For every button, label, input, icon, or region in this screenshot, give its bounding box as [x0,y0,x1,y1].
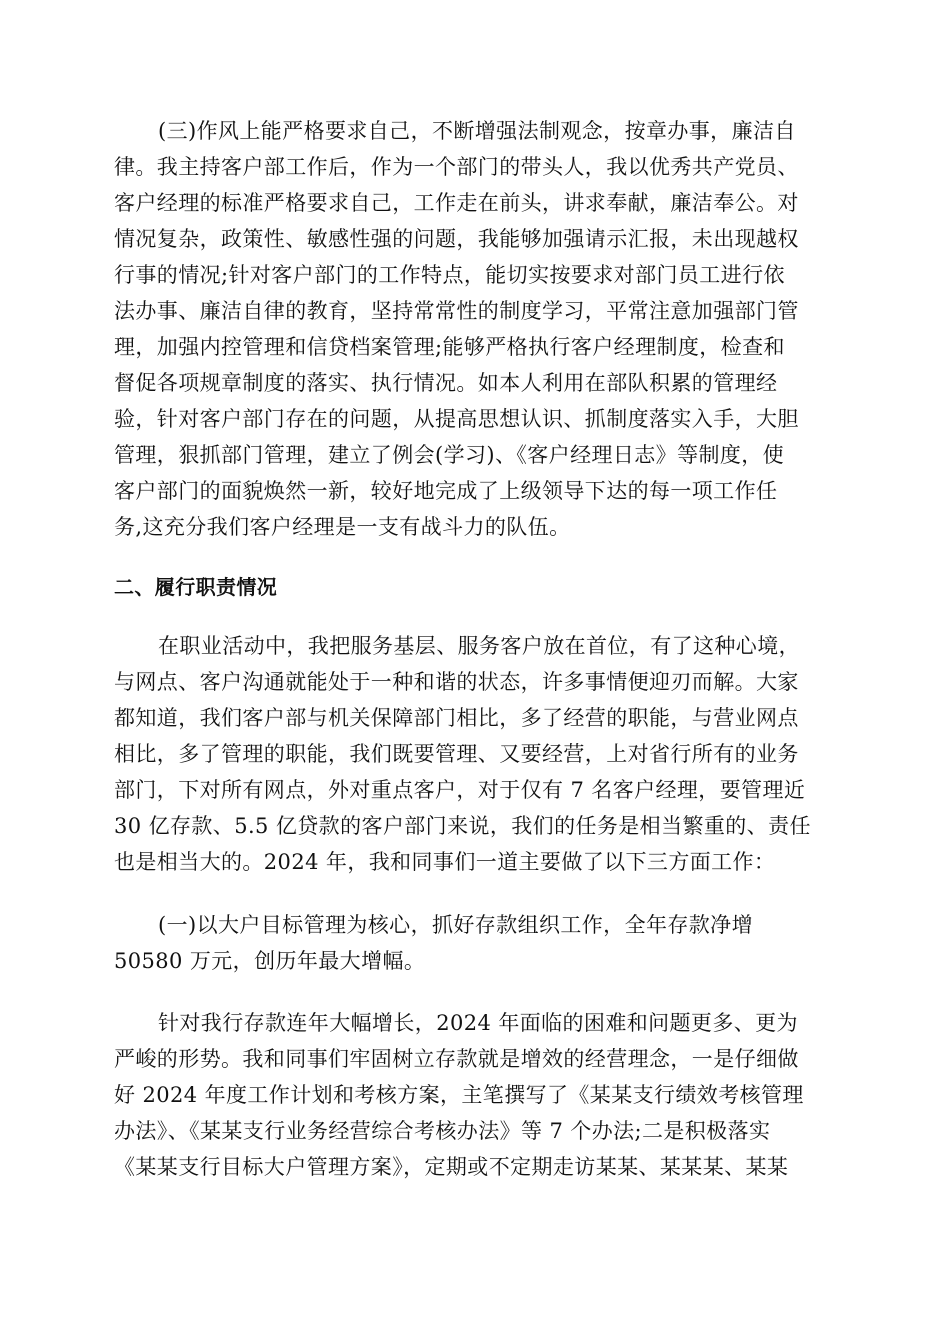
paragraph-line: 也是相当大的。2024 年，我和同事们一道主要做了以下三方面工作： [114,850,776,874]
paragraph-line: 验，针对客户部门存在的问题，从提高思想认识、抓制度落实入手，大胆 [114,407,799,431]
paragraph-line: 管理，狠抓部门管理，建立了例会(学习)、《客户经理日志》等制度，使 [114,443,785,467]
paragraph-line: 法办事、廉洁自律的教育，坚持常常性的制度学习，平常注意加强部门管 [114,299,799,323]
paragraph-line: 严峻的形势。我和同事们牢固树立存款就是增效的经营理念，一是仔细做 [114,1047,799,1071]
paragraph-line: 《某某支行目标大户管理方案》，定期或不定期走访某某、某某某、某某 [114,1155,789,1179]
paragraph-line: 针对我行存款连年大幅增长，2024 年面临的困难和问题更多、更为 [158,1011,798,1035]
paragraph-line: 相比，多了管理的职能，我们既要管理、又要经营，上对省行所有的业务 [114,742,799,766]
paragraph-line: 督促各项规章制度的落实、执行情况。如本人利用在部队积累的管理经 [114,371,778,395]
paragraph-line: 客户部门的面貌焕然一新，较好地完成了上级领导下达的每一项工作任 [114,479,778,503]
paragraph-line: 情况复杂，政策性、敏感性强的问题，我能够加强请示汇报，未出现越权 [114,227,799,251]
subsection-title-line: (一)以大户目标管理为核心，抓好存款组织工作，全年存款净增 [158,913,753,937]
paragraph-line: 律。我主持客户部工作后，作为一个部门的带头人，我以优秀共产党员、 [114,155,799,179]
section-heading: 二、履行职责情况 [114,575,278,599]
subsection-title-line: 50580 万元，创历年最大增幅。 [114,949,426,973]
paragraph-line: 部门，下对所有网点，外对重点客户，对于仅有 7 名客户经理，要管理近 [114,778,806,802]
paragraph-line: (三)作风上能严格要求自己，不断增强法制观念，按章办事，廉洁自 [158,119,796,143]
paragraph-line: 30 亿存款、5.5 亿贷款的客户部门来说，我们的任务是相当繁重的、责任 [114,814,811,838]
paragraph-line: 与网点、客户沟通就能处于一种和谐的状态，许多事情便迎刃而解。大家 [114,670,799,694]
paragraph-line: 办法》、《某某支行业务经营综合考核办法》等 7 个办法;二是积极落实 [114,1119,771,1143]
paragraph-line: 务,这充分我们客户经理是一支有战斗力的队伍。 [114,515,571,539]
paragraph-line: 在职业活动中，我把服务基层、服务客户放在首位，有了这种心境， [158,634,800,658]
paragraph-line: 好 2024 年度工作计划和考核方案，主笔撰写了《某某支行绩效考核管理 [114,1083,804,1107]
paragraph-line: 行事的情况;针对客户部门的工作特点，能切实按要求对部门员工进行依 [114,263,785,287]
paragraph-line: 理，加强内控管理和信贷档案管理;能够严格执行客户经理制度，检查和 [114,335,785,359]
paragraph-line: 客户经理的标准严格要求自己，工作走在前头，讲求奉献，廉洁奉公。对 [114,191,799,215]
paragraph-line: 都知道，我们客户部与机关保障部门相比，多了经营的职能，与营业网点 [114,706,799,730]
